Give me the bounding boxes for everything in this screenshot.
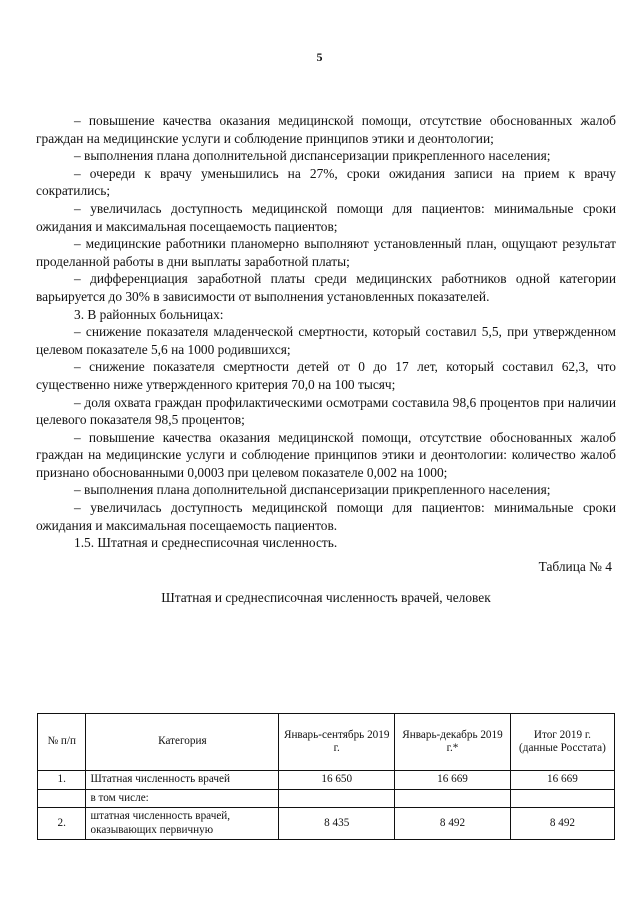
paragraph: – очереди к врачу уменьшились на 27%, сроки ожидания записи на прием к врачу сократились; bbox=[36, 165, 616, 199]
header-category: Категория bbox=[86, 714, 279, 771]
header-jan-dec: Январь-декабрь 2019 г.* bbox=[395, 714, 511, 771]
row-value-jan-sep bbox=[279, 789, 395, 808]
row-value-total: 16 669 bbox=[510, 771, 614, 790]
paragraph: – увеличилась доступность медицинской помощи для пациентов: минимальные сроки ожидания и максимальная посещаемость пациентов. bbox=[36, 500, 616, 533]
header-number: № п/п bbox=[38, 714, 86, 771]
table-title: Штатная и среднесписочная численность врачей, человек bbox=[161, 590, 491, 606]
row-value-total: 8 492 bbox=[510, 808, 614, 840]
table-row bbox=[38, 771, 615, 790]
row-value-total bbox=[510, 789, 614, 808]
paragraph: – выполнения плана дополнительной диспансеризации прикрепленного населения; bbox=[74, 148, 551, 164]
row-number: 2. bbox=[38, 808, 86, 840]
page-number: 5 bbox=[316, 50, 323, 64]
paragraph: – снижение показателя смертности детей от 0 до 17 лет, который составил 62,3, что существенно ниже утвержденного критерия 70,0 на 100 тысяч; bbox=[36, 359, 616, 392]
subsection-heading: 1.5. Штатная и среднесписочная численность. bbox=[74, 535, 338, 551]
staff-table bbox=[37, 713, 615, 840]
row-number bbox=[38, 789, 86, 808]
paragraph: – дифференциация заработной платы среди медицинских работников одной категории варьируется до 30% в зависимости от выполнения установленных показателей. bbox=[36, 271, 616, 304]
table-row bbox=[38, 789, 615, 808]
row-category: штатная численность врачей, оказывающих первичную bbox=[86, 808, 279, 840]
paragraph: – повышение качества оказания медицинской помощи, отсутствие обоснованных жалоб граждан на медицинские услуги и соблюдение принципов этики и деонтологии: количество жалоб признано обоснованными 0,0003 при целевом показателе 0,002 на 1000; bbox=[36, 429, 616, 480]
row-value-jan-dec: 16 669 bbox=[395, 771, 511, 790]
paragraph: – медицинские работники планомерно выполняют установленный план, ощущают результат проделанной работы в дни выплаты заработной платы; bbox=[36, 236, 616, 269]
section-heading: 3. В районных больницах: bbox=[74, 306, 224, 322]
table-header-row bbox=[38, 714, 615, 771]
paragraph: – доля охвата граждан профилактическими осмотрами составила 98,6 процентов при наличии целевого показателя 98,5 процентов; bbox=[36, 394, 616, 428]
header-jan-sep: Январь-сентябрь 2019 г. bbox=[279, 714, 395, 771]
row-value-jan-dec: 8 492 bbox=[395, 808, 511, 840]
row-category: Штатная численность врачей bbox=[86, 771, 279, 790]
document-body bbox=[36, 112, 616, 607]
table-label: Таблица № 4 bbox=[538, 558, 612, 574]
paragraph: – выполнения плана дополнительной диспансеризации прикрепленного населения; bbox=[74, 482, 551, 498]
row-value-jan-sep: 16 650 bbox=[279, 771, 395, 790]
paragraph: – снижение показателя младенческой смертности, который составил 5,5, при утвержденном целевом показателе 5,6 на 1000 родившихся; bbox=[36, 324, 616, 357]
row-number: 1. bbox=[38, 771, 86, 790]
row-value-jan-sep: 8 435 bbox=[279, 808, 395, 840]
table-row bbox=[38, 808, 615, 840]
paragraph: – повышение качества оказания медицинской помощи, отсутствие обоснованных жалоб граждан на медицинские услуги и соблюдение принципов этики и деонтологии; bbox=[36, 113, 616, 146]
paragraph: – увеличилась доступность медицинской помощи для пациентов: минимальные сроки ожидания и максимальная посещаемость пациентов; bbox=[36, 200, 616, 234]
header-total-rosstat: Итог 2019 г. (данные Росстата) bbox=[510, 714, 614, 771]
row-category: в том числе: bbox=[86, 789, 279, 808]
row-value-jan-dec bbox=[395, 789, 511, 808]
